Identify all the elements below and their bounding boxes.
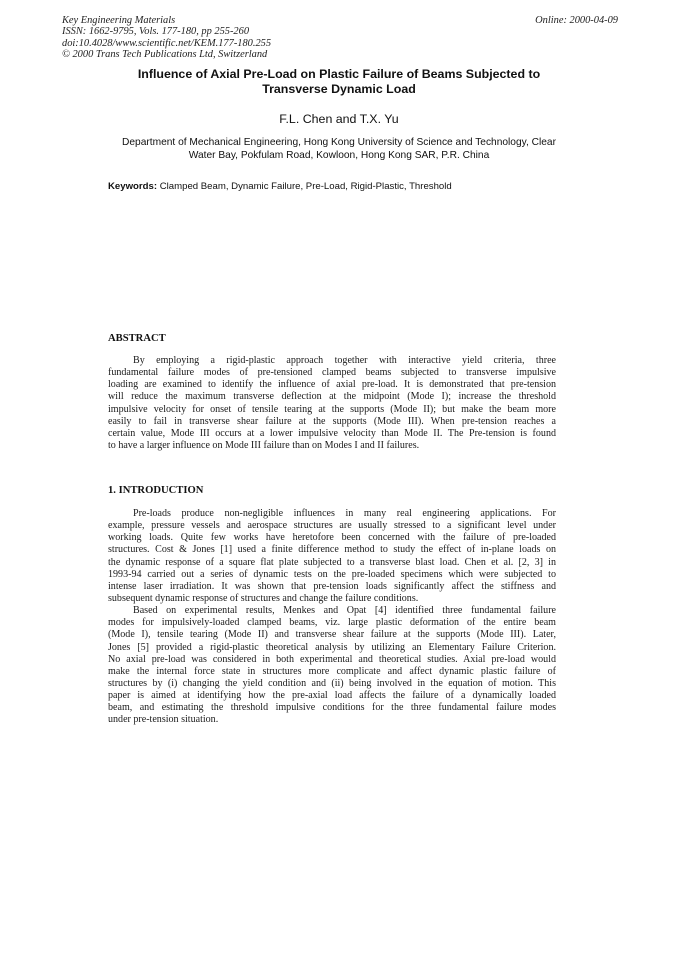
abstract-line: certain value, Mode III occurs at a lower impulsive velocity than Mode II. The Pre-tension is found [108, 427, 556, 439]
paper-title-line-1: Influence of Axial Pre-Load on Plastic Failure of Beams Subjected to [137, 67, 541, 81]
journal-name: Key Engineering Materials [62, 15, 176, 26]
abstract-line: to have a larger influence on Mode III failure than on Modes I and II failures. [108, 439, 420, 451]
intro-line: modes for impulsively-loaded clamped beams, viz. large plastic deformation of the entire beam [108, 617, 556, 629]
intro-line: under pre-tension situation. [108, 714, 219, 726]
intro-line: beam, and estimating the threshold impulsive conditions for the three fundamental failure modes [108, 702, 556, 714]
author-affiliation [60, 137, 618, 162]
paper-title [60, 67, 618, 97]
abstract-heading: ABSTRACT [108, 333, 166, 344]
intro-line: Based on experimental results, Menkes and Opat [4] identified three fundamental failure [133, 605, 556, 617]
intro-line: Jones [5] provided a rigid-plastic theoretical analysis by utilizing an Elementary Failure Criterion. [108, 641, 556, 653]
intro-line: structures by (i) changing the yield condition and (ii) being involved in the equation of motion. This [108, 677, 556, 689]
paper-authors: F.L. Chen and T.X. Yu [279, 112, 399, 126]
abstract-line: will reduce the maximum transverse deflection at the midpoint (Mode I); increase the threshold [108, 391, 556, 403]
abstract-line: fundamental failure modes of pre-tensioned clamped beams subjected to transverse impulsive [108, 367, 556, 379]
intro-line: 1993-94 carried out a series of dynamic tests on the pre-loaded specimens which were subjected to [108, 568, 556, 580]
keywords-label: Keywords: [108, 181, 158, 192]
intro-line: paper is aimed at identifying how the pre-axial load affects the failure of a dynamically loaded [108, 690, 556, 702]
abstract-body [108, 355, 556, 452]
intro-line: working loads. Quite few works have heretofore been concerned with the failure of pre-loaded [108, 532, 556, 544]
abstract-line: By employing a rigid-plastic approach together with interactive yield criteria, three [133, 355, 556, 366]
intro-line: subsequent dynamic response of structures and change the failure conditions. [108, 592, 419, 604]
affiliation-line-1: Department of Mechanical Engineering, Hong Kong University of Science and Technology, Clear [122, 137, 556, 148]
journal-doi[interactable]: doi:10.4028/www.scientific.net/KEM.177-180.255 [62, 37, 272, 49]
introduction-body [108, 508, 556, 727]
intro-line: intense laser irradiation. It was shown that pre-tension loads significantly affect the stiffness and [108, 580, 556, 592]
introduction-heading: 1. INTRODUCTION [108, 485, 204, 496]
journal-header [62, 15, 422, 61]
keywords [108, 181, 452, 193]
journal-issn: ISSN: 1662-9795, Vols. 177-180, pp 255-260 [62, 26, 250, 38]
abstract-line: loading are examined to identify the influence of axial pre-load. It is demonstrated that pre-tension [108, 379, 556, 391]
intro-line: the dynamic response of a square flat plate subjected to a transverse blast load. Chen et al. [2, 3] in [108, 556, 556, 568]
abstract-line: impulsive velocity for onset of tensile tearing at the supports (Mode II); but make the beam more [108, 403, 556, 415]
intro-line: example, pressure vessels and aerospace structures are usually stressed to a significant level under [108, 520, 556, 532]
intro-line: (Mode I), tensile tearing (Mode II) and transverse shear failure at the supports (Mode III). Later, [108, 629, 556, 641]
affiliation-line-2: Water Bay, Pokfulam Road, Kowloon, Hong Kong SAR, P.R. China [188, 149, 490, 161]
keywords-text: Clamped Beam, Dynamic Failure, Pre-Load, Rigid-Plastic, Threshold [159, 181, 452, 192]
intro-line: make the internal force state in structures more complicate and affect dynamic plastic failure of [108, 665, 556, 677]
journal-copyright: © 2000 Trans Tech Publications Ltd, Switzerland [62, 49, 268, 61]
intro-line: structures. Cost & Jones [1] used a finite difference method to study the effect of in-plane loads on [108, 544, 556, 556]
paper-title-line-2: Transverse Dynamic Load [262, 82, 416, 96]
online-date: Online: 2000-04-09 [535, 15, 618, 26]
abstract-line: easily to fail in transverse shear failure at the supports (Mode III). When pre-tension reaches a [108, 415, 556, 427]
intro-line: No axial pre-load was considered in both experimental and theoretical studies. Axial pre-load would [108, 653, 556, 665]
intro-line: Pre-loads produce non-negligible influences in many real engineering applications. For [133, 508, 556, 519]
